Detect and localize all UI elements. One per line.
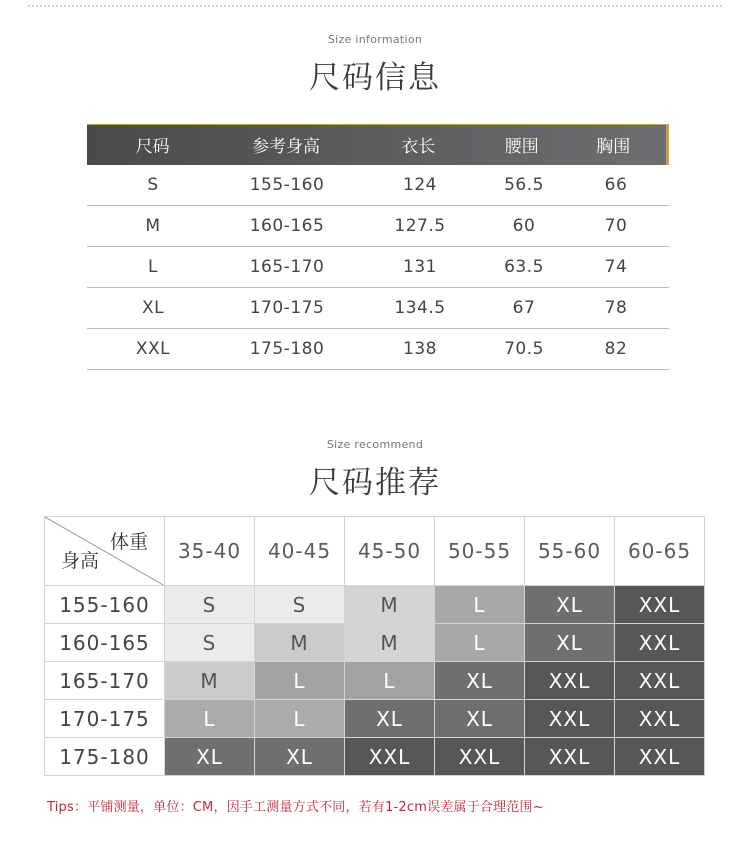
corner-weight-label: 体重 <box>109 531 148 553</box>
cell-waist: 63.5 <box>504 257 544 277</box>
recommend-row <box>45 738 705 776</box>
recommend-size-cell: XXL <box>615 662 705 700</box>
cell-length: 127.5 <box>394 216 446 236</box>
recommend-size-cell: XL <box>525 624 615 662</box>
recommend-size-cell: XXL <box>345 738 435 776</box>
cell-length: 124 <box>403 175 437 195</box>
cell-chest: 70 <box>604 216 628 236</box>
cell-chest: 82 <box>604 339 628 359</box>
cell-waist: 67 <box>512 298 536 318</box>
recommend-row <box>45 662 705 700</box>
cell-size: L <box>148 257 158 277</box>
recommend-size-cell: L <box>255 700 345 738</box>
recommend-size-cell: L <box>435 586 525 624</box>
size-info-table <box>87 124 669 370</box>
header-length: 衣长 <box>401 137 436 157</box>
size-recommend-grid <box>44 516 705 776</box>
cell-length: 134.5 <box>394 298 446 318</box>
size-info-header-row <box>87 124 669 165</box>
cell-size: S <box>147 175 159 195</box>
recommend-header-row <box>45 517 705 586</box>
cell-length: 131 <box>403 257 437 277</box>
size-info-row <box>87 329 669 370</box>
recommend-size-cell: L <box>345 662 435 700</box>
recommend-size-cell: M <box>255 624 345 662</box>
cell-waist: 70.5 <box>504 339 544 359</box>
recommend-size-cell: XXL <box>615 586 705 624</box>
size-info-row <box>87 165 669 206</box>
recommend-size-cell: XXL <box>435 738 525 776</box>
recommend-size-cell: XXL <box>525 662 615 700</box>
recommend-size-cell: XXL <box>615 624 705 662</box>
cell-chest: 78 <box>604 298 628 318</box>
size-recommend-title: 尺码推荐 <box>309 465 441 501</box>
weight-header-cell: 50-55 <box>435 517 525 586</box>
recommend-size-cell: XL <box>525 586 615 624</box>
cell-length: 138 <box>403 339 437 359</box>
recommend-row <box>45 700 705 738</box>
weight-header-cell: 45-50 <box>345 517 435 586</box>
weight-header-cell: 60-65 <box>615 517 705 586</box>
recommend-size-cell: S <box>255 586 345 624</box>
cell-height: 170-175 <box>249 298 325 318</box>
height-label-cell: 165-170 <box>45 662 165 700</box>
recommend-size-cell: XXL <box>525 700 615 738</box>
cell-size: XL <box>141 298 165 318</box>
recommend-size-cell: M <box>165 662 255 700</box>
header-height: 参考身高 <box>251 137 320 157</box>
header-chest: 胸围 <box>596 137 631 157</box>
header-size: 尺码 <box>135 137 170 157</box>
recommend-size-cell: M <box>345 586 435 624</box>
recommend-size-cell: XXL <box>615 700 705 738</box>
corner-height-label: 身高 <box>61 550 100 572</box>
recommend-size-cell: XL <box>255 738 345 776</box>
cell-chest: 66 <box>604 175 628 195</box>
weight-header-cell: 55-60 <box>525 517 615 586</box>
cell-waist: 56.5 <box>504 175 544 195</box>
recommend-size-cell: L <box>435 624 525 662</box>
recommend-size-cell: S <box>165 624 255 662</box>
recommend-size-cell: XL <box>165 738 255 776</box>
height-label-cell: 155-160 <box>45 586 165 624</box>
height-label-cell: 170-175 <box>45 700 165 738</box>
recommend-size-cell: L <box>165 700 255 738</box>
weight-header-cell: 40-45 <box>255 517 345 586</box>
height-label-cell: 175-180 <box>45 738 165 776</box>
corner-cell <box>45 517 165 586</box>
top-dotted-divider <box>28 5 722 7</box>
recommend-row <box>45 624 705 662</box>
cell-size: M <box>145 216 161 236</box>
recommend-size-cell: XL <box>435 700 525 738</box>
tips-note: Tips：平铺测量，单位：CM，因手工测量方式不同，若有1-2cm误差属于合理范围~ <box>47 800 544 815</box>
size-recommend-subtitle: Size recommend <box>326 438 424 451</box>
cell-chest: 74 <box>604 257 628 277</box>
size-info-row <box>87 288 669 329</box>
size-info-title: 尺码信息 <box>309 60 441 96</box>
height-label-cell: 160-165 <box>45 624 165 662</box>
size-info-subtitle: Size information <box>327 33 423 46</box>
size-info-body <box>87 165 669 370</box>
size-info-row <box>87 247 669 288</box>
cell-height: 175-180 <box>249 339 325 359</box>
cell-size: XXL <box>135 339 171 359</box>
cell-height: 155-160 <box>249 175 325 195</box>
cell-height: 160-165 <box>249 216 325 236</box>
recommend-size-cell: S <box>165 586 255 624</box>
recommend-size-cell: XXL <box>525 738 615 776</box>
recommend-size-cell: XL <box>345 700 435 738</box>
weight-header-cell: 35-40 <box>165 517 255 586</box>
cell-waist: 60 <box>512 216 536 236</box>
recommend-size-cell: L <box>255 662 345 700</box>
recommend-row <box>45 586 705 624</box>
recommend-size-cell: XL <box>435 662 525 700</box>
recommend-size-cell: M <box>345 624 435 662</box>
size-info-row <box>87 206 669 247</box>
cell-height: 165-170 <box>249 257 325 277</box>
recommend-size-cell: XXL <box>615 738 705 776</box>
header-waist: 腰围 <box>504 137 539 157</box>
